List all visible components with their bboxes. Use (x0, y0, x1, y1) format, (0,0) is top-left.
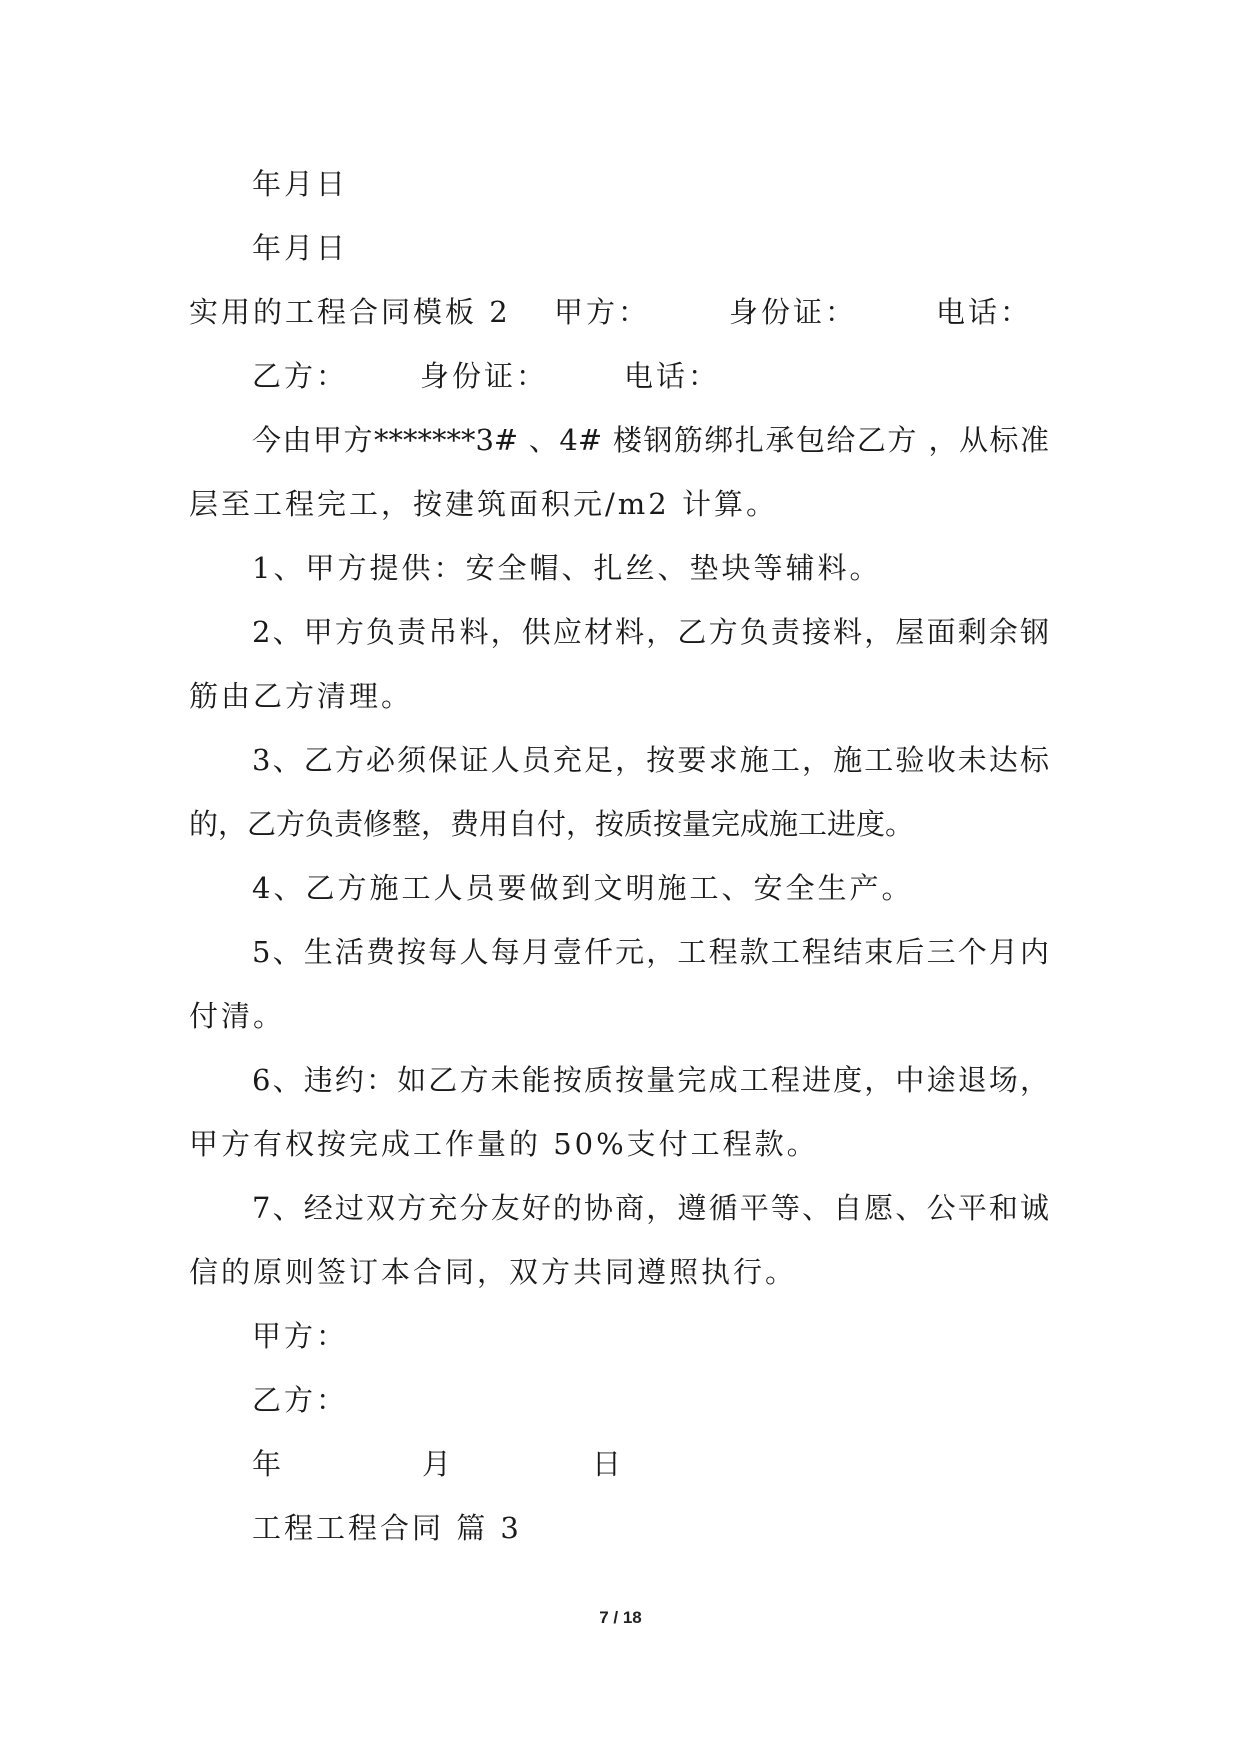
day-label: 日 (592, 1447, 625, 1481)
paragraph-line: 今由甲方*******3# 、4# 楼钢筋绑扎承包给乙方 ，从标准 (252, 423, 1049, 457)
section-heading: 工程工程合同 篇 3 (252, 1511, 522, 1545)
date-line: 年月日 (252, 231, 349, 265)
contract-header-line (189, 292, 1049, 332)
phone-label: 电话： (624, 359, 721, 393)
paragraph-line: 层至工程完工，按建筑面积元/m2 计算。 (189, 487, 778, 521)
party-b-line (252, 356, 1049, 396)
clause-7: 7、经过双方充分友好的协商，遵循平等、自愿、公平和诚 (252, 1191, 1049, 1225)
id-card-label: 身份证： (729, 295, 858, 329)
month-label: 月 (422, 1447, 455, 1481)
signature-date-line (252, 1444, 852, 1484)
clause-4: 4、乙方施工人员要做到文明施工、安全生产。 (252, 871, 914, 905)
clause-5: 5、生活费按每人每月壹仟元，工程款工程结束后三个月内 (252, 935, 1049, 969)
clause-6-cont: 甲方有权按完成工作量的 50%支付工程款。 (189, 1127, 819, 1161)
year-label: 年 (252, 1447, 285, 1481)
clause-7-cont: 信的原则签订本合同，双方共同遵照执行。 (189, 1255, 798, 1289)
phone-label: 电话： (936, 295, 1033, 329)
clause-6: 6、违约：如乙方未能按质按量完成工程进度，中途退场， (252, 1063, 1049, 1097)
clause-2: 2、甲方负责吊料，供应材料，乙方负责接料，屋面剩余钢 (252, 615, 1049, 649)
party-a-label: 甲方： (554, 295, 651, 329)
section-title: 实用的工程合同模板 2 (189, 295, 511, 329)
id-card-label: 身份证： (420, 359, 549, 393)
page-number: 7 / 18 (599, 1608, 642, 1627)
clause-3: 3、乙方必须保证人员充足，按要求施工，施工验收未达标 (252, 743, 1049, 777)
clause-1: 1、甲方提供：安全帽、扎丝、垫块等辅料。 (252, 551, 882, 585)
signature-party-b: 乙方： (252, 1383, 349, 1417)
date-line: 年月日 (252, 167, 349, 201)
clause-5-cont: 付清。 (189, 999, 286, 1033)
signature-party-a: 甲方： (252, 1319, 349, 1353)
party-b-label: 乙方： (252, 359, 349, 393)
clause-2-cont: 筋由乙方清理。 (189, 679, 414, 713)
clause-3-cont: 的，乙方负责修整，费用自付，按质按量完成施工进度。 (189, 807, 915, 841)
